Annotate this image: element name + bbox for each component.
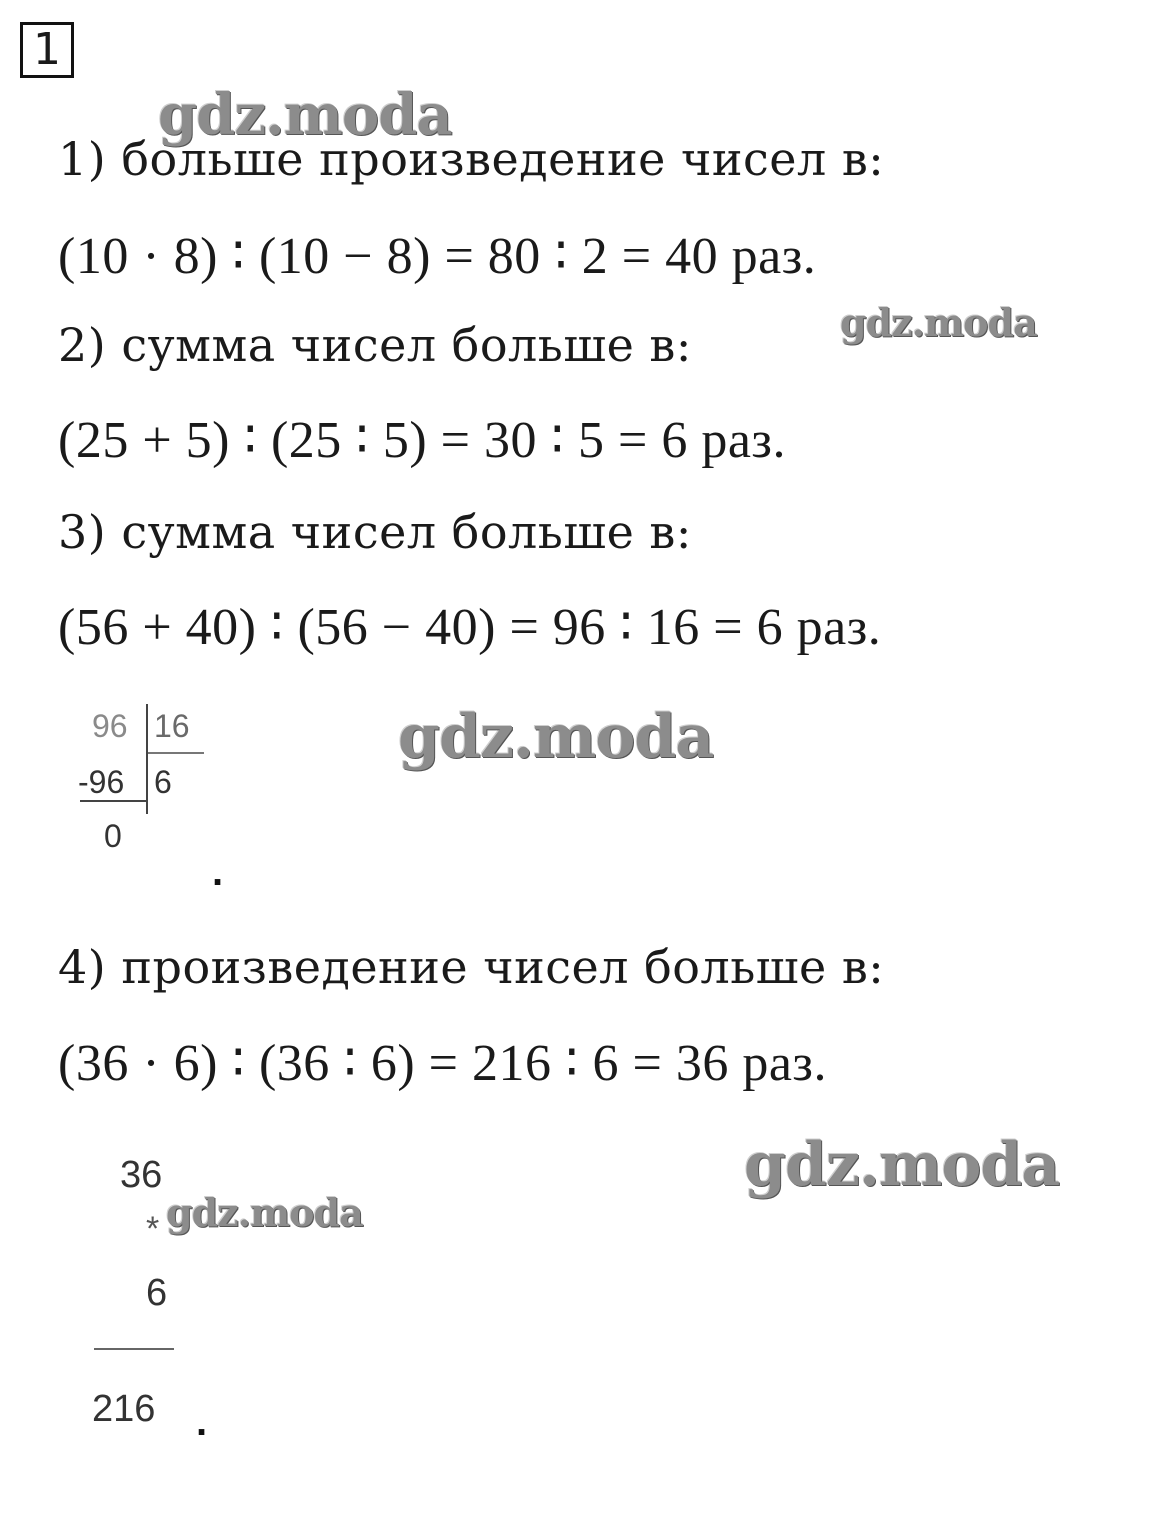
- division-vertical-line: [146, 704, 148, 814]
- division-subtrahend-underline: [80, 800, 146, 802]
- multiplication-bottom: 6: [146, 1272, 168, 1314]
- division-subtrahend: -96: [78, 764, 125, 800]
- line-3-heading: 3) сумма чисел больше в:: [58, 505, 692, 559]
- line-4-equation: (36 · 6) ∶ (36 ∶ 6) = 216 ∶ 6 = 36 раз.: [58, 1035, 827, 1092]
- division-divisor: 16: [154, 708, 190, 744]
- multiplication-result: 216: [92, 1388, 156, 1430]
- line-2-heading: 2) сумма чисел больше в:: [58, 318, 692, 372]
- task-number-box: 1: [20, 22, 74, 78]
- watermark: gdz.moda: [166, 1190, 363, 1235]
- line-1-heading: 1) больше произведение чисел в:: [58, 132, 885, 186]
- division-divisor-underline: [148, 752, 204, 754]
- division-remainder: 0: [104, 818, 122, 854]
- multiplication-underline: [94, 1348, 174, 1350]
- long-division: [76, 702, 216, 862]
- line-4-heading: 4) произведение чисел больше в:: [58, 940, 885, 994]
- watermark: gdz.moda: [744, 1130, 1060, 1200]
- multiplication-sign: *: [146, 1210, 160, 1248]
- multiplication-top: 36: [120, 1154, 163, 1196]
- line-2-equation: (25 + 5) ∶ (25 ∶ 5) = 30 ∶ 5 = 6 раз.: [58, 412, 786, 469]
- line-3-equation: (56 + 40) ∶ (56 − 40) = 96 ∶ 16 = 6 раз.: [58, 599, 882, 656]
- terminal-dot: .: [196, 1400, 208, 1444]
- division-dividend: 96: [92, 708, 128, 744]
- watermark: gdz.moda: [840, 300, 1037, 345]
- line-1-equation: (10 · 8) ∶ (10 − 8) = 80 ∶ 2 = 40 раз.: [58, 228, 817, 285]
- watermark: gdz.moda: [158, 82, 452, 148]
- terminal-dot: .: [212, 850, 224, 894]
- division-quotient: 6: [154, 764, 172, 800]
- watermark: gdz.moda: [398, 702, 714, 772]
